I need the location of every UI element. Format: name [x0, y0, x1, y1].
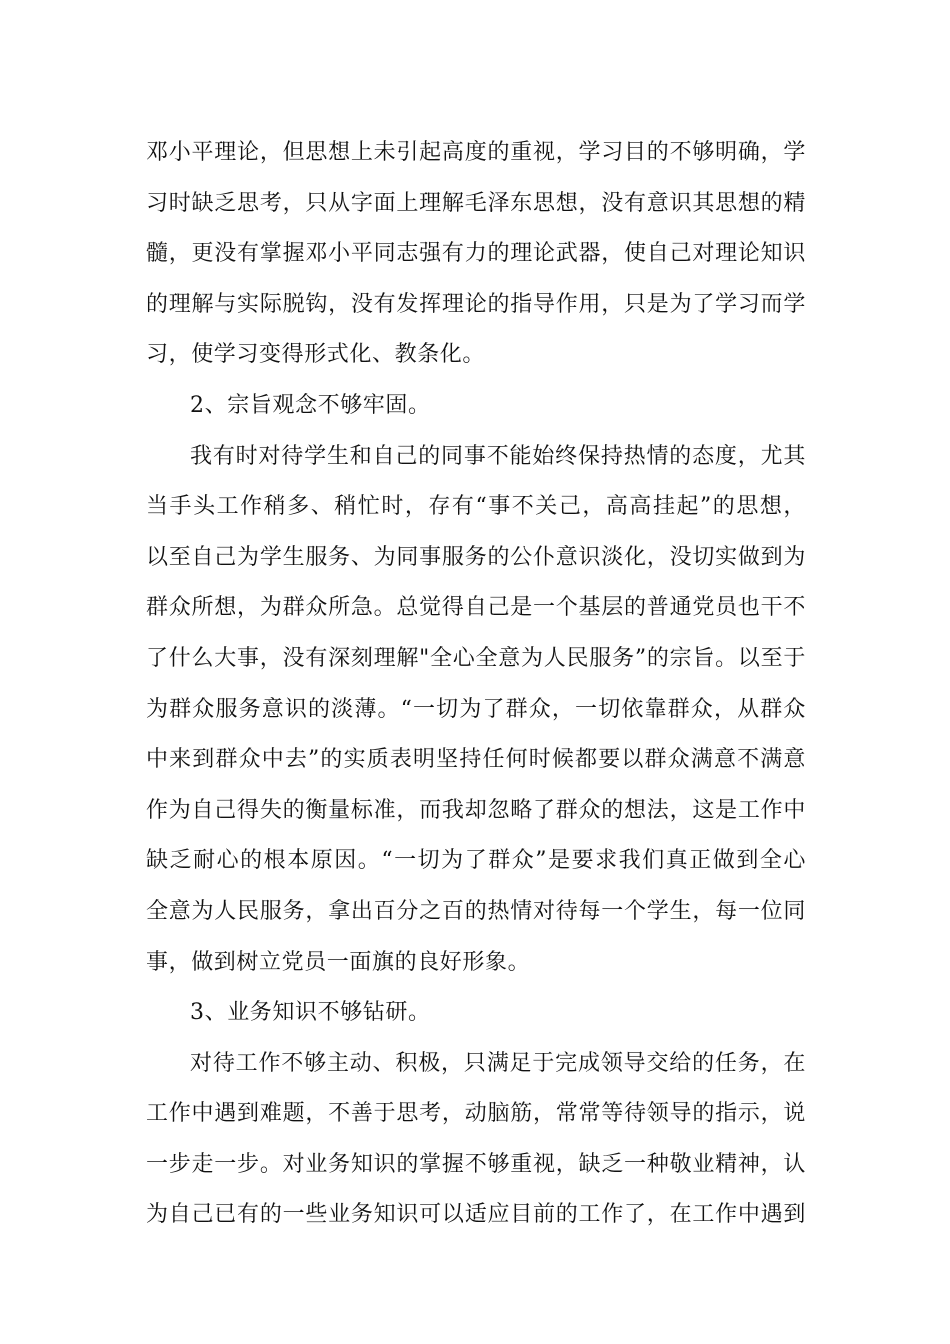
- text-line: 为群众服务意识的淡薄。“一切为了群众，一切依靠群众，从群众: [146, 696, 806, 722]
- text-line: 一步走一步。对业务知识的掌握不够重视，缺乏一种敬业精神，认: [146, 1151, 806, 1177]
- text-line: 群众所想，为群众所急。总觉得自己是一个基层的普通党员也干不: [146, 595, 806, 621]
- text-line: 的理解与实际脱钩，没有发挥理论的指导作用，只是为了学习而学: [146, 291, 806, 317]
- text-line: 作为自己得失的衡量标准，而我却忽略了群众的想法，这是工作中: [146, 797, 806, 823]
- text-line: 习，使学习变得形式化、教条化。: [146, 342, 486, 368]
- text-line: 对待工作不够主动、积极，只满足于完成领导交给的任务，在: [190, 1050, 806, 1076]
- text-line: 全意为人民服务，拿出百分之百的热情对待每一个学生，每一位同: [146, 898, 806, 924]
- text-line: 中来到群众中去”的实质表明坚持任何时候都要以群众满意不满意: [146, 747, 806, 773]
- text-line: 邓小平理论，但思想上未引起高度的重视，学习目的不够明确，学: [146, 140, 806, 165]
- text-line: 了什么大事，没有深刻理解"全心全意为人民服务”的宗旨。以至于: [146, 645, 806, 671]
- text-line: 我有时对待学生和自己的同事不能始终保持热情的态度，尤其: [190, 443, 806, 469]
- text-line: 为自己已有的一些业务知识可以适应目前的工作了，在工作中遇到: [146, 1202, 806, 1228]
- text-line: 习时缺乏思考，只从字面上理解毛泽东思想，没有意识其思想的精: [146, 190, 806, 216]
- text-line: 事，做到树立党员一面旗的良好形象。: [146, 949, 531, 975]
- text-line: 工作中遇到难题，不善于思考，动脑筋，常常等待领导的指示，说: [146, 1101, 806, 1127]
- text-line: 缺乏耐心的根本原因。“一切为了群众”是要求我们真正做到全心: [146, 848, 806, 874]
- text-line: 以至自己为学生服务、为同事服务的公仆意识淡化，没切实做到为: [146, 544, 806, 570]
- text-line: 髓，更没有掌握邓小平同志强有力的理论武器，使自己对理论知识: [146, 241, 806, 267]
- section-heading: 2、宗旨观念不够牢固。: [190, 392, 431, 418]
- text-line: 当手头工作稍多、稍忙时，存有“事不关己，高高挂起”的思想，: [146, 494, 806, 520]
- section-heading: 3、业务知识不够钻研。: [190, 1000, 431, 1026]
- document-body: [146, 128, 806, 1241]
